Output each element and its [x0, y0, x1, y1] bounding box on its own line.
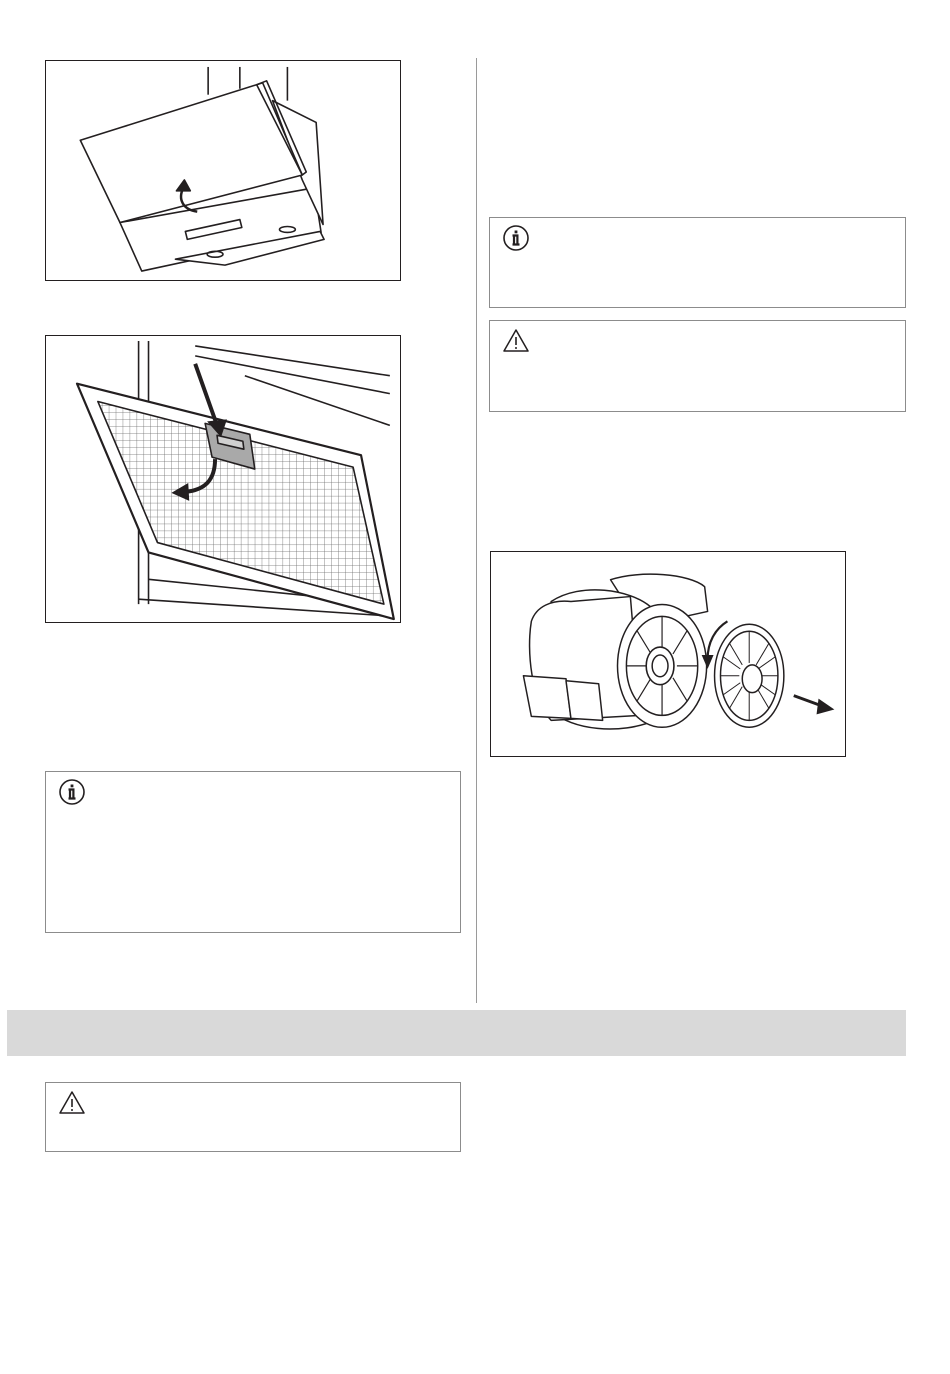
warning-icon: [58, 1089, 86, 1117]
info-note-left: [45, 771, 461, 933]
column-divider: [476, 58, 477, 1003]
warning-note-bottom: [45, 1082, 461, 1152]
grease-filter-removal-illustration: [46, 336, 400, 622]
section-header-bar: [7, 1010, 906, 1056]
carbon-filter-rotate-figure: [490, 551, 846, 757]
warning-note-right: [489, 320, 906, 412]
carbon-filter-rotate-illustration: [491, 552, 845, 756]
hood-open-panel-illustration: [46, 61, 400, 280]
info-icon: [502, 224, 530, 252]
info-icon: [58, 778, 86, 806]
warning-icon: [502, 327, 530, 355]
grease-filter-removal-figure: [45, 335, 401, 623]
info-note-right: [489, 217, 906, 308]
hood-open-panel-figure: [45, 60, 401, 281]
